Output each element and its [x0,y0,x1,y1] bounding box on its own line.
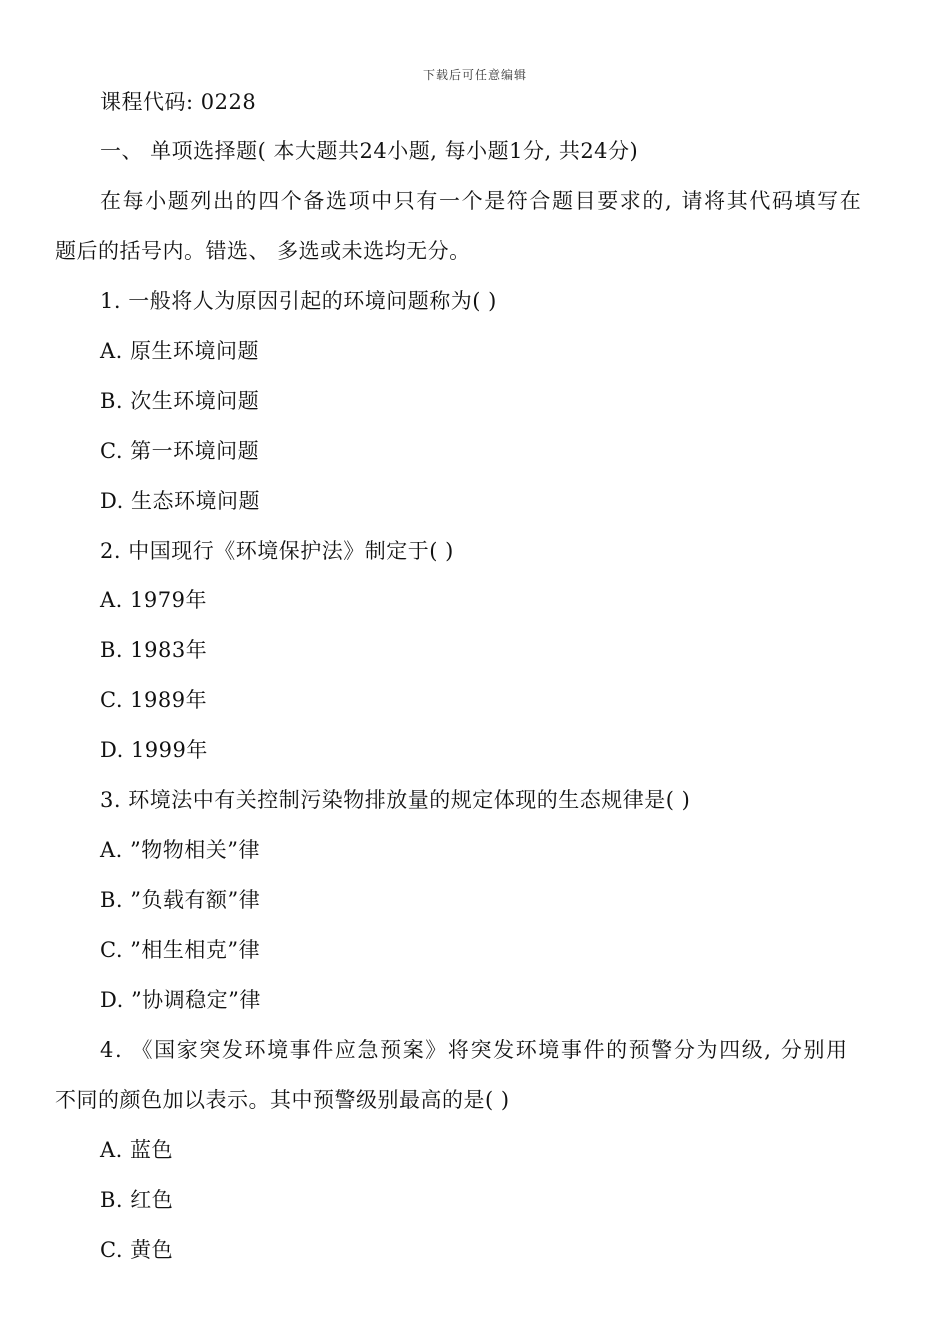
question-2-stem: 2. 中国现行《环境保护法》制定于( ) [100,539,454,563]
question-4-option-c: C. 黄色 [100,1238,174,1262]
instructions-line-2: 题后的括号内。错选、 多选或未选均无分。 [55,239,471,263]
question-3-stem: 3. 环境法中有关控制污染物排放量的规定体现的生态规律是( ) [100,788,691,812]
question-2-option-b: B. 1983年 [100,638,208,662]
question-4-stem-line-2: 不同的颜色加以表示。其中预警级别最高的是( ) [55,1088,510,1112]
section-title: 一、 单项选择题( 本大题共24小题, 每小题1分, 共24分) [100,139,639,163]
instructions-line-1: 在每小题列出的四个备选项中只有一个是符合题目要求的, 请将其代码填写在 [100,189,863,213]
question-1-option-d: D. 生态环境问题 [100,489,260,513]
question-3-option-a: A. ”物物相关”律 [100,838,260,862]
question-3-option-b: B. ”负载有额”律 [100,888,261,912]
question-4-stem-line-1: 4. 《国家突发环境事件应急预案》将突发环境事件的预警分为四级, 分别用 [100,1038,849,1062]
header-watermark: 下载后可任意编辑 [422,68,527,82]
question-2-option-c: C. 1989年 [100,688,208,712]
question-4-option-b: B. 红色 [100,1188,174,1212]
question-1-option-c: C. 第一环境问题 [100,439,260,463]
question-1-stem: 1. 一般将人为原因引起的环境问题称为( ) [100,289,497,313]
question-1-option-b: B. 次生环境问题 [100,389,260,413]
course-code: 课程代码: 0228 [100,90,257,114]
question-3-option-d: D. ”协调稳定”律 [100,988,261,1012]
question-3-option-c: C. ”相生相克”律 [100,938,261,962]
question-4-option-a: A. 蓝色 [100,1138,174,1162]
question-2-option-d: D. 1999年 [100,738,208,762]
question-1-option-a: A. 原生环境问题 [100,339,260,363]
question-2-option-a: A. 1979年 [100,588,207,612]
